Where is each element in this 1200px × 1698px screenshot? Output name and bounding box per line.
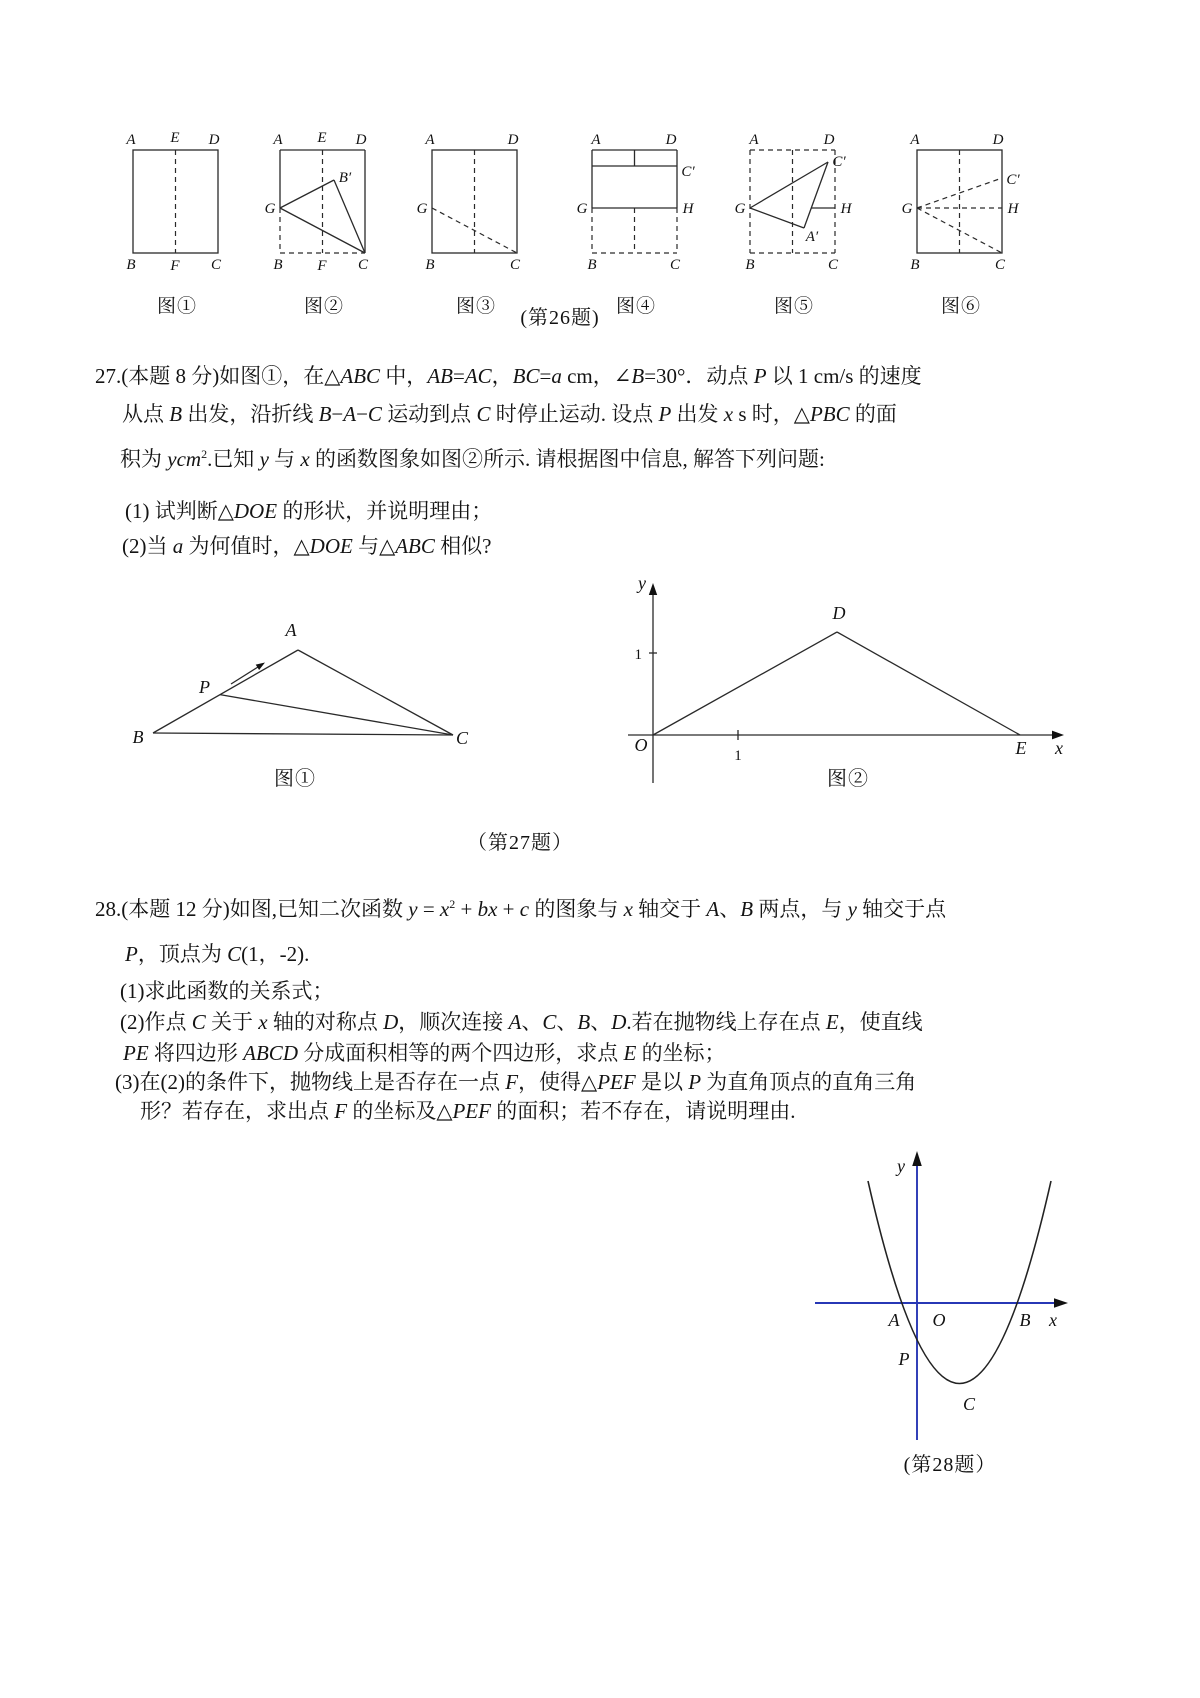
p27-question-1: (1) 试判断△DOE 的形状，并说明理由； [125,499,493,523]
p26-figure-2-caption: 图② [303,296,344,317]
p26-figure-3 [396,128,556,318]
p26-figure-2 [244,128,404,318]
fold-lines [432,150,517,253]
p28-question-3b: 形？若存在，求出点 F 的坐标及△PEF 的面积；若不存在，请说明理由. [140,1099,796,1123]
point-label-A: A [910,132,920,148]
point-label-F: F [170,258,180,274]
triangle-ABC [153,650,453,735]
point-label-P: P [199,677,210,697]
point-label-H: H [1007,201,1019,217]
p26-caption: (第26题) [520,307,600,329]
point-label-A-prime: A′ [805,229,819,245]
rect-outline [432,150,517,253]
p27-triangle-figure [128,600,478,750]
point-label-D: D [507,132,519,148]
origin-label: O [932,1310,946,1330]
p26-figure-1-drawing [97,128,257,283]
point-label-A: A [273,132,283,148]
point-label-A: A [425,132,435,148]
point-label-C-prime: C′ [1006,172,1020,188]
p28-question-3: (3)在(2)的条件下，抛物线上是否存在一点 F，使得△PEF 是以 P 为直角顶点的直角三角 [115,1070,917,1094]
point-label-C: C [962,1394,976,1414]
point-label-E: E [1015,738,1027,758]
point-label-C: C [357,257,369,273]
point-label-G: G [576,201,588,217]
solid-edges [592,150,677,208]
point-label-G: G [264,201,276,217]
point-label-D: D [355,132,367,148]
point-label-C: C [827,257,839,273]
p28-line-2: P，顶点为 C(1，-2). [125,942,310,966]
p27-fig2-caption: 图② [827,768,869,790]
point-label-G: G [901,201,913,217]
point-label-C: C [669,257,681,273]
point-label-A: A [591,132,601,148]
origin-label: O [634,735,648,755]
p26-figure-1-caption: 图① [156,296,197,317]
point-label-A: A [749,132,759,148]
parabola-curve [868,1181,1051,1384]
point-label-D: D [832,603,846,623]
fold-lines [917,150,1002,253]
x-axis-label: x [1055,738,1063,758]
p27-fig1-caption: 图① [274,768,316,790]
point-label-B: B [132,727,144,747]
y-tick-1: 1 [634,647,642,663]
point-label-E: E [317,130,327,146]
function-graph-ODE [653,632,1020,735]
point-label-C-prime: C′ [832,154,846,170]
point-label-G: G [734,201,746,217]
p27-caption: （第27题） [467,832,573,854]
x-axis-label: x [1049,1310,1057,1330]
point-label-H: H [682,201,694,217]
p26-figure-3-drawing [396,128,556,283]
y-axis [649,583,657,783]
point-label-B: B [425,257,435,273]
point-label-C-prime: C′ [681,164,695,180]
point-label-B-prime: B′ [338,170,352,186]
p26-figure-5-caption: 图⑤ [773,296,814,317]
point-label-C: C [994,257,1006,273]
p27-graph-figure [618,573,1083,788]
dashed-edges [592,208,677,253]
y-axis [912,1151,922,1440]
point-label-E: E [170,130,180,146]
point-label-D: D [208,132,220,148]
p26-figure-3-caption: 图③ [455,296,496,317]
point-label-B: B [1019,1310,1031,1330]
point-label-C: C [455,728,469,748]
p26-figure-4 [556,128,716,318]
p26-figure-5 [714,128,874,318]
p28-parabola-figure [755,1080,1100,1455]
point-label-H: H [840,201,852,217]
point-label-D: D [992,132,1004,148]
p27-line-2: 从点 B 出发，沿折线 B−A−C 运动到点 C 时停止运动. 设点 P 出发 x s 时，△PBC 的面 [122,402,897,426]
point-label-A: A [126,132,136,148]
p27-line-3: 积为 ycm$^2$.已知 y 与 x 的函数图象如图②所示. 请根据图中信息, 解答下列问题: [120,447,825,471]
p26-figure-6 [881,128,1041,318]
point-label-C: C [509,257,521,273]
point-label-B: B [126,257,136,273]
p28-question-2b: PE 将四边形 ABCD 分成面积相等的两个四边形，求点 E 的坐标； [123,1041,726,1065]
problem-27-text [95,362,1115,561]
p26-figure-1 [97,128,257,318]
p26-figure-5-drawing [714,128,874,283]
p26-figure-2-drawing [244,128,404,283]
p26-figure-4-caption: 图④ [615,296,656,317]
point-label-A: A [285,620,297,640]
x-axis [628,731,1064,740]
point-label-B: B [273,257,283,273]
p27-question-2: (2)当 a 为何值时，△DOE 与△ABC 相似? [122,534,492,558]
y-axis-label: y [897,1156,905,1176]
point-label-B: B [587,257,597,273]
point-label-D: D [665,132,677,148]
point-label-D: D [823,132,835,148]
rect-outline [917,150,1002,253]
p28-question-1: (1)求此函数的关系式； [120,979,334,1003]
p26-figure-6-caption: 图⑥ [940,296,981,317]
p28-line-1: 28.(本题 12 分)如图,已知二次函数 $y = x^2$ + bx + c 的图象与 x 轴交于 A、B 两点，与 y 轴交于点 [95,897,947,921]
motion-arrow [231,663,265,685]
p26-figure-4-drawing [556,128,716,283]
point-label-B: B [910,257,920,273]
point-label-C: C [210,257,222,273]
p28-caption: (第28题） [903,1454,997,1476]
axis-ticks [649,653,738,740]
point-label-B: B [745,257,755,273]
rect-outline [133,150,218,253]
point-label-P: P [898,1349,910,1369]
x-tick-1: 1 [734,748,742,764]
y-axis-label: y [638,573,646,593]
point-label-A: A [888,1310,900,1330]
p26-figure-6-drawing [881,128,1041,283]
p27-line-1: 27.(本题 8 分)如图①，在△ABC 中，AB=AC，BC=a cm，∠B=30°．动点 P 以 1 cm/s 的速度 [95,364,922,388]
point-label-G: G [416,201,428,217]
point-label-F: F [317,258,327,274]
p28-question-2: (2)作点 C 关于 x 轴的对称点 D，顺次连接 A、C、B、D.若在抛物线上存在点 E，使直线 [120,1010,923,1034]
x-axis [815,1298,1068,1308]
